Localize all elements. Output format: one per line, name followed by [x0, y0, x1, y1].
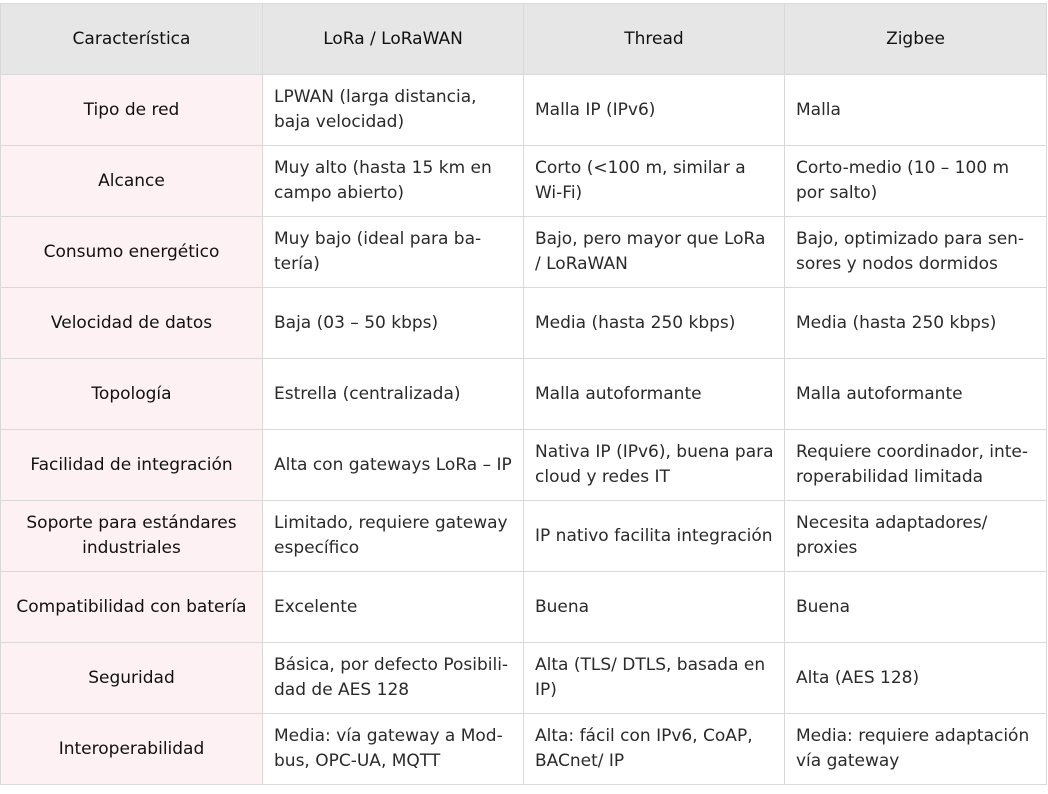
zigbee-cell: Malla autoformante — [785, 359, 1047, 430]
lora-cell: Baja (03 – 50 kbps) — [263, 288, 524, 359]
row-feature-label: Interoperabilidad — [1, 714, 263, 785]
thread-cell: Bajo, pero mayor que LoRa / LoRaWAN — [524, 217, 785, 288]
thread-cell: Buena — [524, 572, 785, 643]
thread-cell: Corto (<100 m, similar a Wi-Fi) — [524, 146, 785, 217]
thread-cell: Media (hasta 250 kbps) — [524, 288, 785, 359]
zigbee-cell: Media: requiere adaptación vía gateway — [785, 714, 1047, 785]
table-row — [1, 643, 1047, 714]
row-feature-label: Alcance — [1, 146, 263, 217]
zigbee-cell: Corto-medio (10 – 100 m por salto) — [785, 146, 1047, 217]
table-row — [1, 146, 1047, 217]
zigbee-cell: Buena — [785, 572, 1047, 643]
table-row — [1, 359, 1047, 430]
row-feature-label: Tipo de red — [1, 75, 263, 146]
lora-cell: Básica, por defecto Posibili-dad de AES 128 — [263, 643, 524, 714]
lora-cell: Muy alto (hasta 15 km en campo abierto) — [263, 146, 524, 217]
zigbee-cell: Media (hasta 250 kbps) — [785, 288, 1047, 359]
lora-cell: Estrella (centralizada) — [263, 359, 524, 430]
zigbee-cell: Alta (AES 128) — [785, 643, 1047, 714]
lora-cell: LPWAN (larga distancia, baja velocidad) — [263, 75, 524, 146]
table-row — [1, 572, 1047, 643]
table-row — [1, 430, 1047, 501]
header-feature: Característica — [1, 4, 263, 75]
table-row — [1, 714, 1047, 785]
comparison-table — [0, 3, 1047, 785]
table-row — [1, 75, 1047, 146]
table-row — [1, 501, 1047, 572]
table-row — [1, 217, 1047, 288]
zigbee-cell: Malla — [785, 75, 1047, 146]
lora-cell: Alta con gateways LoRa – IP — [263, 430, 524, 501]
thread-cell: Alta (TLS/ DTLS, basada en IP) — [524, 643, 785, 714]
row-feature-label: Facilidad de integración — [1, 430, 263, 501]
lora-cell: Muy bajo (ideal para ba-tería) — [263, 217, 524, 288]
row-feature-label: Compatibilidad con batería — [1, 572, 263, 643]
thread-cell: Alta: fácil con IPv6, CoAP, BACnet/ IP — [524, 714, 785, 785]
header-thread: Thread — [524, 4, 785, 75]
table-row — [1, 288, 1047, 359]
table-header-row — [1, 4, 1047, 75]
lora-cell: Media: vía gateway a Mod-bus, OPC-UA, MQTT — [263, 714, 524, 785]
lora-cell: Limitado, requiere gateway específico — [263, 501, 524, 572]
row-feature-label: Seguridad — [1, 643, 263, 714]
thread-cell: Malla IP (IPv6) — [524, 75, 785, 146]
header-zigbee: Zigbee — [785, 4, 1047, 75]
thread-cell: IP nativo facilita integración — [524, 501, 785, 572]
row-feature-label: Consumo energético — [1, 217, 263, 288]
thread-cell: Nativa IP (IPv6), buena para cloud y redes IT — [524, 430, 785, 501]
lora-cell: Excelente — [263, 572, 524, 643]
thread-cell: Malla autoformante — [524, 359, 785, 430]
comparison-table-container — [0, 3, 1046, 785]
header-lora: LoRa / LoRaWAN — [263, 4, 524, 75]
row-feature-label: Topología — [1, 359, 263, 430]
row-feature-label: Soporte para estándares industriales — [1, 501, 263, 572]
zigbee-cell: Bajo, optimizado para sen-sores y nodos dormidos — [785, 217, 1047, 288]
zigbee-cell: Requiere coordinador, inte-roperabilidad limitada — [785, 430, 1047, 501]
row-feature-label: Velocidad de datos — [1, 288, 263, 359]
zigbee-cell: Necesita adaptadores/ proxies — [785, 501, 1047, 572]
